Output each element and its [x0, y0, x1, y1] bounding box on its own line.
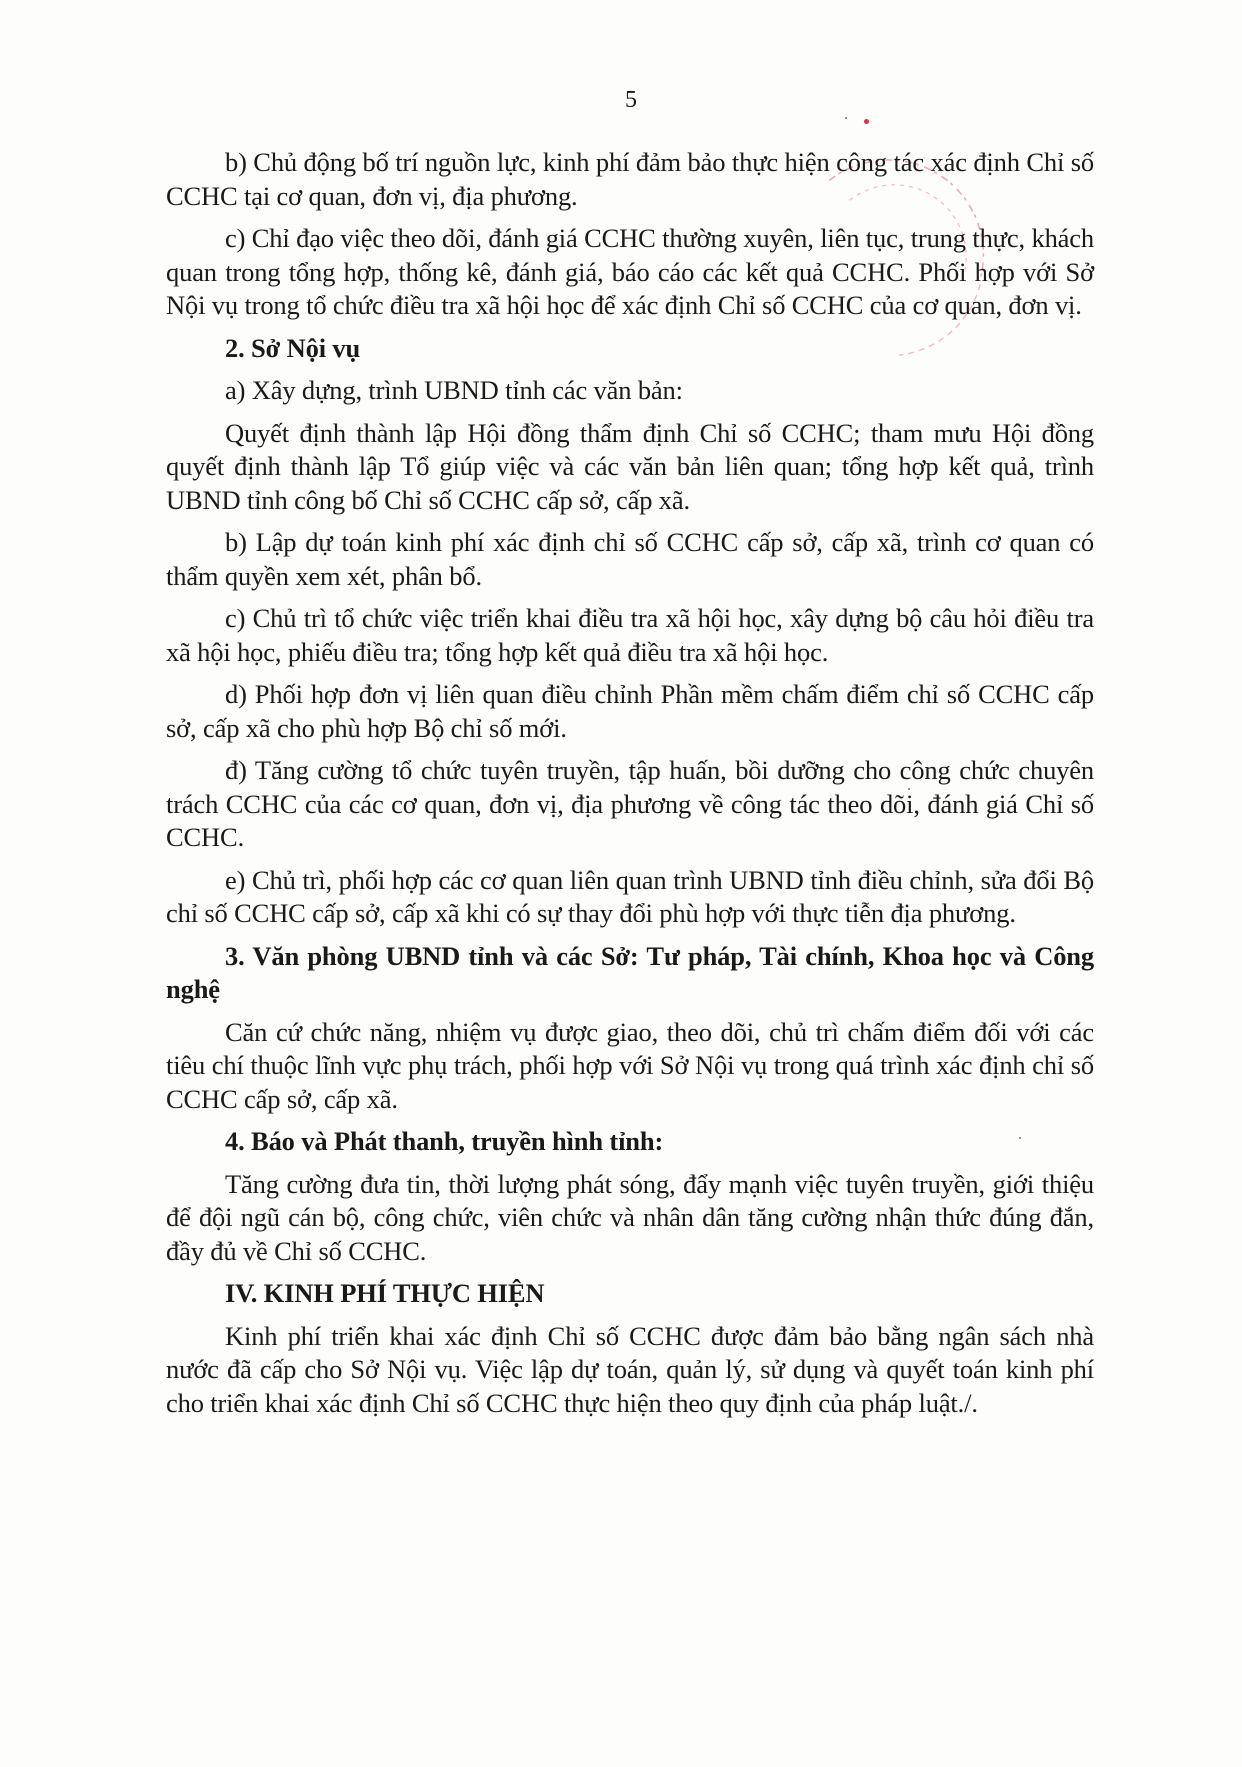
paragraph-media-promotion: Tăng cường đưa tin, thời lượng phát sóng, đẩy mạnh việc tuyên truyền, giới thiệu để đội ngũ cán bộ, công chức, viên chức và nhân dân tăng cường nhận thức đúng đắn, đầy đủ về Chỉ số CCHC. [166, 1168, 1094, 1266]
section-heading-so-noi-vu: 2. Sở Nội vụ [225, 332, 361, 363]
document-body [166, 146, 1094, 1429]
paragraph-decision-council: Quyết định thành lập Hội đồng thẩm định Chỉ số CCHC; tham mưu Hội đồng quyết định thành lập Tổ giúp việc và các văn bản liên quan; tổng hợp kết quả, trình UBND tỉnh công bố Chỉ số CCHC cấp sở, cấp xã. [166, 417, 1094, 515]
paragraph-c-monitoring: c) Chỉ đạo việc theo dõi, đánh giá CCHC thường xuyên, liên tục, trung thực, khách quan trong tổng hợp, thống kê, đánh giá, báo cáo các kết quả CCHC. Phối hợp với Sở Nội vụ trong tổ chức điều tra xã hội học để xác định Chỉ số CCHC của cơ quan, đơn vị. [166, 223, 1094, 320]
section-heading-bao-phat-thanh: 4. Báo và Phát thanh, truyền hình tỉnh: [225, 1126, 664, 1156]
paragraph-a-drafting: a) Xây dựng, trình UBND tỉnh các văn bản: [225, 375, 683, 405]
paragraph-scoring-criteria: Căn cứ chức năng, nhiệm vụ được giao, theo dõi, chủ trì chấm điểm đối với các tiêu chí thuộc lĩnh vực phụ trách, phối hợp với Sở Nội vụ trong quá trình xác định chỉ số CCHC cấp sở, cấp xã. [166, 1016, 1094, 1114]
scan-speck [845, 117, 847, 119]
paragraph-funding: Kinh phí triển khai xác định Chỉ số CCHC được đảm bảo bằng ngân sách nhà nước đã cấp cho Sở Nội vụ. Việc lập dự toán, quản lý, sử dụng và quyết toán kinh phí cho triển khai xác định Chỉ số CCHC thực hiện theo quy định của pháp luật./. [166, 1320, 1094, 1418]
section-heading-kinh-phi: IV. KINH PHÍ THỰC HIỆN [225, 1278, 545, 1308]
paragraph-e-amend: e) Chủ trì, phối hợp các cơ quan liên quan trình UBND tỉnh điều chỉnh, sửa đổi Bộ chỉ số CCHC cấp sở, cấp xã khi có sự thay đổi phù hợp với thực tiễn địa phương. [166, 864, 1094, 928]
page-number: 5 [625, 87, 637, 113]
paragraph-b-budget: b) Lập dự toán kinh phí xác định chỉ số CCHC cấp sở, cấp xã, trình cơ quan có thẩm quyền xem xét, phân bổ. [166, 527, 1094, 591]
paragraph-dd-training: đ) Tăng cường tổ chức tuyên truyền, tập huấn, bồi dưỡng cho công chức chuyên trách CCHC của các cơ quan, đơn vị, địa phương về công tác theo dõi, đánh giá Chỉ số CCHC. [166, 755, 1094, 852]
stamp-ink-dot [864, 119, 869, 124]
paragraph-b-resources: b) Chủ động bố trí nguồn lực, kinh phí đảm bảo thực hiện công tác xác định Chỉ số CCHC tại cơ quan, đơn vị, địa phương. [166, 147, 1094, 211]
paragraph-d-software: d) Phối hợp đơn vị liên quan điều chỉnh Phần mềm chấm điểm chỉ số CCHC cấp sở, cấp xã cho phù hợp Bộ chỉ số mới. [166, 679, 1094, 743]
paragraph-c-survey: c) Chủ trì tổ chức việc triển khai điều tra xã hội học, xây dựng bộ câu hỏi điều tra xã hội học, phiếu điều tra; tổng hợp kết quả điều tra xã hội học. [166, 603, 1094, 667]
section-heading-van-phong: 3. Văn phòng UBND tỉnh và các Sở: Tư pháp, Tài chính, Khoa học và Công nghệ [166, 940, 1094, 1004]
